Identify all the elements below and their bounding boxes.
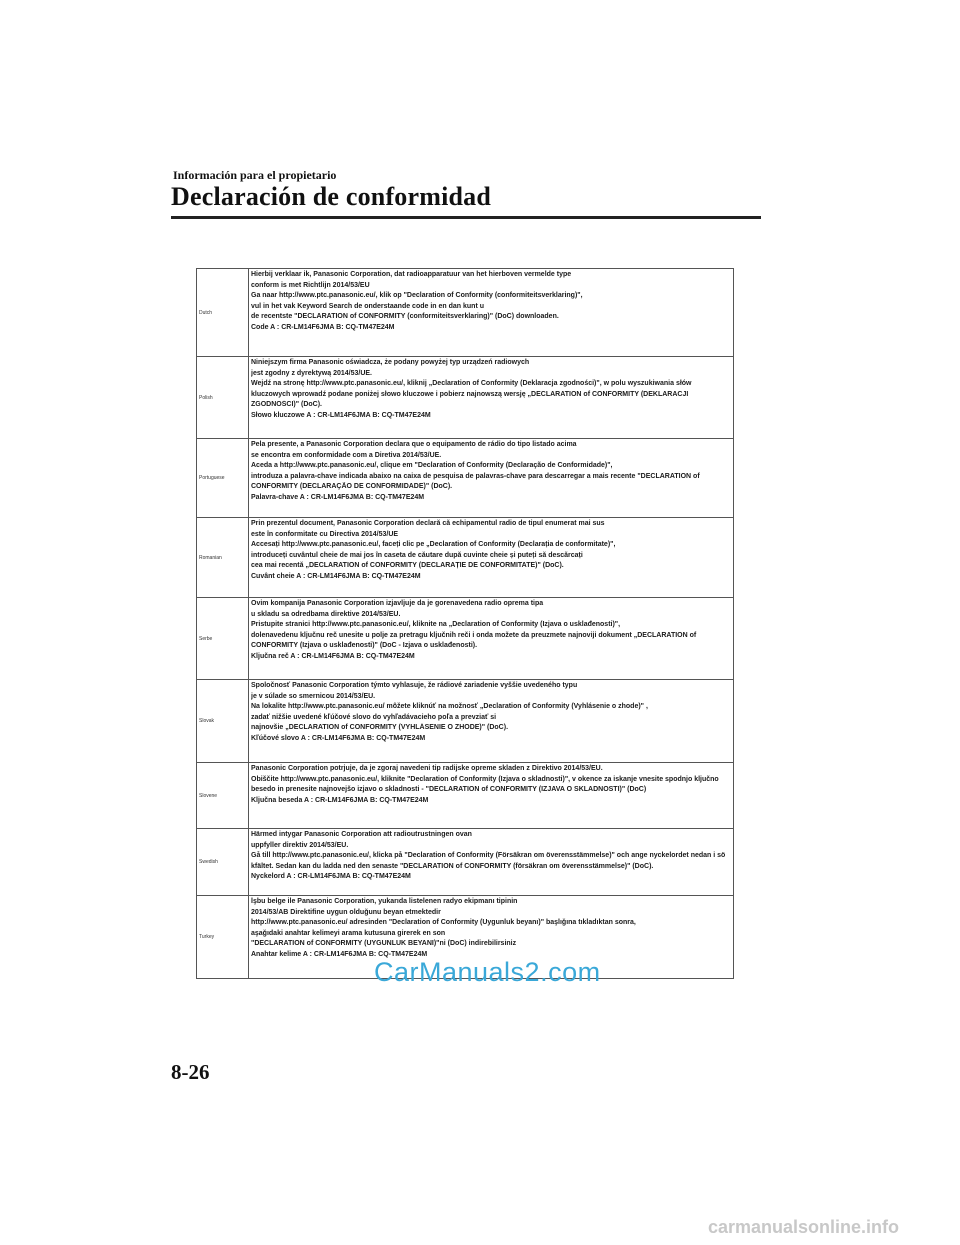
declaration-line: Code A : CR-LM14F6JMA B: CQ-TM47E24M [251,323,395,331]
declaration-line: Ključna reč A : CR-LM14F6JMA B: CQ-TM47E24M [251,652,415,660]
declaration-text-cell [249,357,734,439]
declaration-row [197,680,734,763]
declaration-line: Niniejszym firma Panasonic oświadcza, że podany powyżej typ urządzeń radiowych [251,359,530,366]
declaration-row [197,598,734,680]
declaration-line: Aceda a http://www.ptc.panasonic.eu/, clique em "Declaration of Conformity (Declaração de Conformidade)", [251,462,613,470]
declaration-line: Obiščite http://www.ptc.panasonic.eu/, kliknite "Declaration of Conformity (Izjava o skladnosti)", v okence za iskanje vnesite spodnjo ključno [251,775,719,783]
declaration-line: vul in het vak Keyword Search de onderstaande code in en dan kunt u [251,302,484,310]
declaration-line: Słowo kluczowe A : CR-LM14F6JMA B: CQ-TM47E24M [251,411,431,419]
declaration-line: ZGODNOŚCI)" (DoC). [251,401,322,409]
language-cell: Serbe [197,598,249,680]
declaration-line: kluczowych wprowadź podane poniżej słowo kluczowe i pobierz najnowszą wersję „DECLARATION of CONFORMITY (DEKLARACJI [251,390,689,398]
declaration-row [197,763,734,829]
declaration-line: Palavra-chave A : CR-LM14F6JMA B: CQ-TM47E24M [251,493,425,501]
declaration-line: aşağıdaki anahtar kelimeyi arama kutusuna girerek en son [251,929,446,937]
declaration-line: Gå till http://www.ptc.panasonic.eu/, klicka på "Declaration of Conformity (Försäkran om överensstämmelse)" och ange nyckelordet nedan i sö [251,852,726,860]
declaration-row [197,357,734,439]
watermark-text: CarManuals2.com [374,957,601,987]
declaration-line: CONFORMITY (Izjava o usklađenosti)" (DoC - Izjava o usklađenosti). [251,642,478,650]
language-cell: Dutch [197,269,249,357]
declaration-line: kfältet. Sedan kan du ladda ned den senaste "DECLARATION of CONFORMITY (försäkran om överensstämmelse)" (DoC). [251,862,654,870]
declaration-line: je v súlade so smernicou 2014/53/EU. [251,692,376,700]
declaration-line: Wejdź na stronę http://www.ptc.panasonic.eu/, kliknij „Declaration of Conformity (Deklaracja zgodności)", w polu wyszukiwania słów [251,380,692,388]
declaration-text-cell [249,598,734,680]
declaration-line: Panasonic Corporation potrjuje, da je zgoraj navedeni tip radijske opreme skladen z Direktivo 2014/53/EU. [251,765,603,772]
declaration-line: este în conformitate cu Directiva 2014/53/UE [251,530,399,538]
language-cell: Romanian [197,518,249,598]
declaration-line: se encontra em conformidade com a Diretiva 2014/53/UE. [251,451,442,459]
section-label: Información para el propietario [173,168,337,182]
language-cell: Polish [197,357,249,439]
declaration-line: introduza a palavra-chave indicada abaixo na caixa de pesquisa de palavras-chave para descarregar a mais recente "DECLARATION of [251,472,700,480]
page-number: 8-26 [171,1060,210,1084]
declaration-line: Accesați http://www.ptc.panasonic.eu/, faceți clic pe „Declaration of Conformity (Declarația de conformitate)", [251,541,616,549]
declaration-line: Ovim kompanija Panasonic Corporation izjavljuje da je gorenavedena radio oprema tipa [251,600,544,607]
language-cell: Slovene [197,763,249,829]
declaration-line: CONFORMITY (DECLARAÇÃO DE CONFORMIDADE)" (DoC). [251,483,453,491]
declaration-line: u skladu sa odredbama direktive 2014/53/EU. [251,610,401,618]
declaration-line: de recentste "DECLARATION of CONFORMITY (conformiteitsverklaring)" (DoC) downloaden. [251,313,559,321]
declaration-line: Cuvânt cheie A : CR-LM14F6JMA B: CQ-TM47E24M [251,572,421,580]
declaration-line: besedo in prenesite najnovejšo izjavo o skladnosti - "DECLARATION of CONFORMITY (IZJAVA O SKLADNOSTI)" (DoC) [251,786,647,794]
declaration-line: Pela presente, a Panasonic Corporation declara que o equipamento de rádio do tipo listado acima [251,441,577,448]
declaration-line: http://www.ptc.panasonic.eu/ adresinden "Declaration of Conformity (Uygunluk beyanı)" başlığına tıkladıktan sonra, [251,919,636,927]
declaration-line: Pristupite stranici http://www.ptc.panasonic.eu/, kliknite na „Declaration of Conformity (Izjava o usklađenosti)", [251,621,621,629]
declaration-text-cell [249,518,734,598]
declaration-line: conform is met Richtlijn 2014/53/EU [251,281,370,289]
declaration-line: Prin prezentul document, Panasonic Corporation declară că echipamentul radio de tipul enumerat mai sus [251,520,605,527]
declaration-row [197,439,734,518]
declaration-row [197,518,734,598]
declaration-line: zadať nižšie uvedené kľúčové slovo do vyhľadávacieho poľa a prevziať si [251,713,497,721]
declaration-line: Nyckelord A : CR-LM14F6JMA B: CQ-TM47E24M [251,873,411,881]
declaration-line: Anahtar kelime A : CR-LM14F6JMA B: CQ-TM47E24M [251,950,428,958]
site-watermark: carmanualsonline.info [708,1217,900,1237]
language-cell: Turkey [197,896,249,979]
declaration-line: Spoločnosť Panasonic Corporation týmto vyhlasuje, že rádiové zariadenie vyššie uvedeného typu [251,682,578,689]
declaration-line: "DECLARATION of CONFORMITY (UYGUNLUK BEYANI)"ni (DoC) indirebilirsiniz [251,940,517,948]
declaration-line: Härmed intygar Panasonic Corporation att radioutrustningen ovan [251,831,472,838]
declaration-line: Ključna beseda A : CR-LM14F6JMA B: CQ-TM47E24M [251,796,429,804]
declaration-line: Kľúčové slovo A : CR-LM14F6JMA B: CQ-TM47E24M [251,734,426,742]
declaration-line: 2014/53/AB Direktifine uygun olduğunu beyan etmektedir [251,908,441,916]
language-cell: Swedish [197,829,249,896]
declaration-line: Na lokalite http://www.ptc.panasonic.eu/ môžete kliknúť na možnosť „Declaration of Conformity (Vyhlásenie o zhode)" , [251,703,648,711]
declaration-line: najnovšie „DECLARATION of CONFORMITY (VYHLÁSENIE O ZHODE)" (DoC). [251,724,509,732]
declaration-text-cell [249,763,734,829]
title-divider [171,216,761,219]
declaration-line: Hierbij verklaar ik, Panasonic Corporation, dat radioapparatuur van het hierboven vermelde type [251,271,572,278]
declaration-text-cell [249,829,734,896]
declaration-line: Ga naar http://www.ptc.panasonic.eu/, klik op "Declaration of Conformity (conformiteitsverklaring)", [251,292,583,300]
declaration-row [197,829,734,896]
declaration-line: dolenavedenu ključnu reč unesite u polje za pretragu ključnih reči i onda možete da preuzmete najnoviji dokument „DECLARATION of [251,631,697,639]
declaration-table [196,268,734,979]
declaration-line: jest zgodny z dyrektywą 2014/53/UE. [251,369,372,377]
declaration-row [197,269,734,357]
page-title: Declaración de conformidad [171,182,492,211]
declaration-line: İşbu belge ile Panasonic Corporation, yukarıda listelenen radyo ekipmanı tipinin [251,898,518,905]
declaration-line: cea mai recentă „DECLARATION of CONFORMITY (DECLARAȚIE DE CONFORMITATE)" (DoC). [251,562,564,570]
declaration-text-cell [249,680,734,763]
declaration-text-cell [249,269,734,357]
language-cell: Slovak [197,680,249,763]
declaration-line: introduceți cuvântul cheie de mai jos în caseta de căutare după cuvinte cheie și puteți să descărcați [251,551,583,559]
declaration-text-cell [249,439,734,518]
declaration-line: uppfyller direktiv 2014/53/EU. [251,841,349,849]
language-cell: Portuguese [197,439,249,518]
